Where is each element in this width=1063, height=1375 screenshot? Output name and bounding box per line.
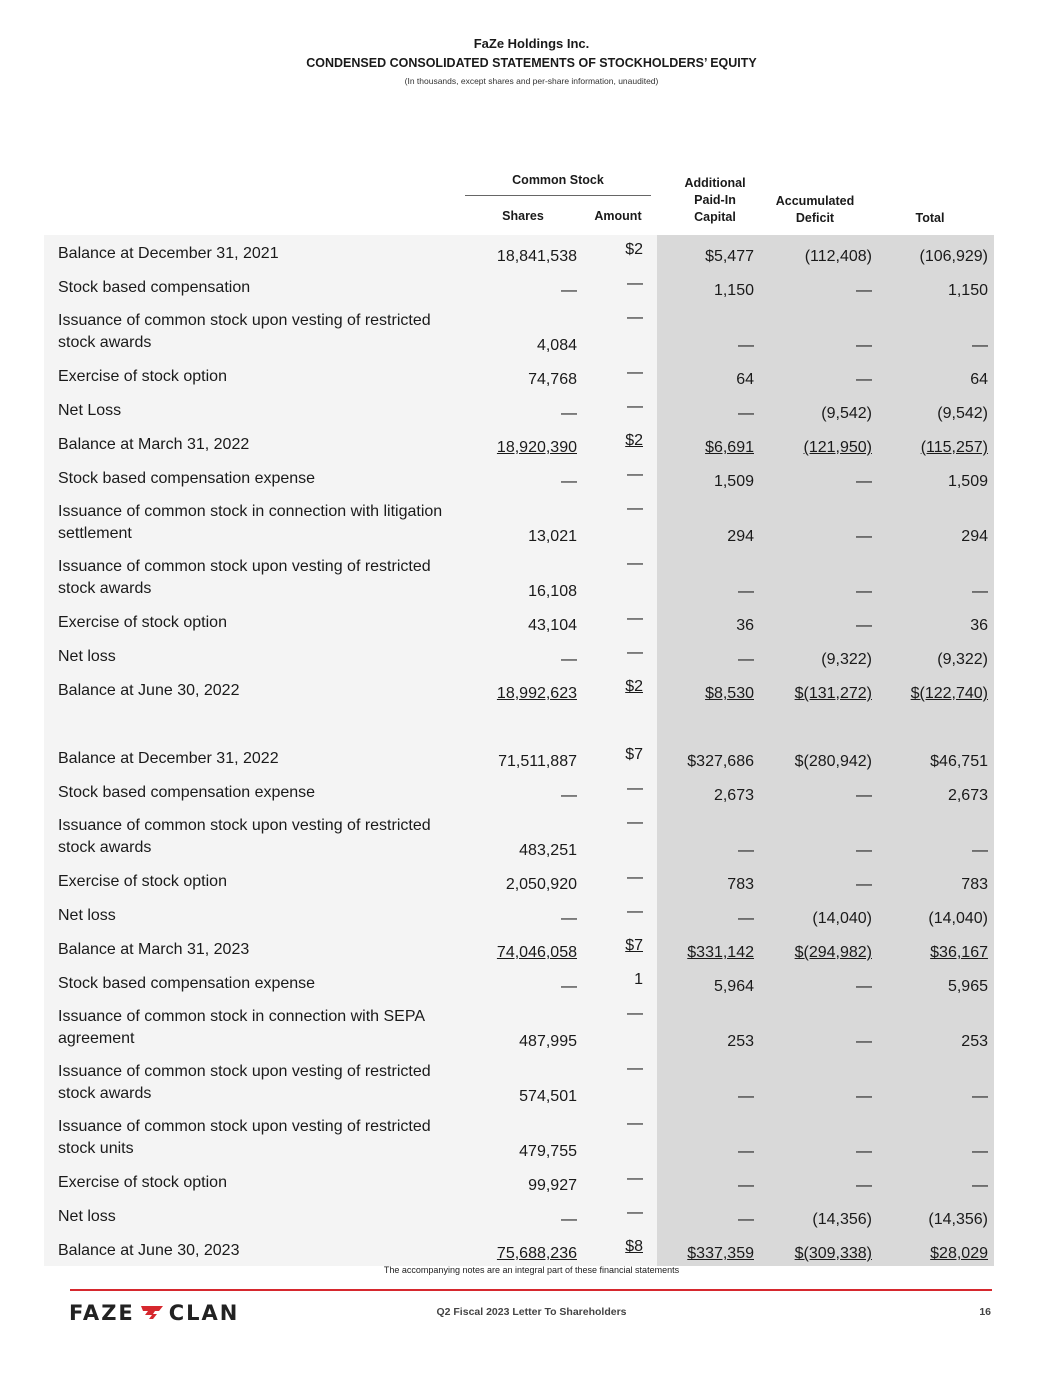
cell-shares: 483,251	[519, 842, 577, 859]
cell-deficit: —	[856, 617, 872, 634]
row-label: Issuance of common stock upon vesting of restricted stock awards	[58, 1063, 431, 1102]
cell-apic: 253	[727, 1033, 754, 1050]
row-label: Issuance of common stock in connection with SEPA agreement	[58, 1008, 425, 1047]
deficit-header	[760, 193, 870, 227]
cell-amount: $8	[625, 1238, 643, 1255]
amount-header: Amount	[594, 209, 642, 223]
cell-shares: —	[561, 282, 577, 299]
cell-deficit: (14,040)	[812, 910, 872, 927]
cell-deficit: (9,542)	[821, 405, 872, 422]
equity-table	[44, 235, 994, 1266]
logo-text-clan: CLAN	[168, 1301, 240, 1325]
cell-shares: 18,841,538	[496, 248, 577, 265]
cell-shares: —	[561, 473, 577, 490]
cell-apic: 36	[736, 617, 754, 634]
table-row	[44, 392, 994, 426]
cell-deficit: $(309,338)	[794, 1245, 872, 1262]
common-stock-header: Common Stock	[512, 173, 604, 187]
row-label: Balance at March 31, 2023	[58, 941, 250, 958]
page-number: 16	[979, 1306, 991, 1318]
row-label: Balance at December 31, 2022	[58, 750, 279, 767]
deficit-header-line1: Accumulated	[775, 194, 855, 208]
cell-amount: —	[627, 466, 643, 483]
cell-apic: $8,530	[705, 685, 754, 702]
table-row	[44, 808, 994, 863]
cell-total: 64	[970, 371, 988, 388]
cell-deficit: —	[856, 1177, 872, 1194]
balance-row	[44, 931, 994, 965]
cell-deficit: (9,322)	[821, 651, 872, 668]
row-label: Issuance of common stock upon vesting of restricted stock awards	[58, 312, 431, 351]
apic-header-line2: Paid-In	[694, 193, 736, 207]
cell-shares: 479,755	[519, 1143, 577, 1160]
row-label: Exercise of stock option	[58, 873, 227, 890]
statement-subtitle: (In thousands, except shares and per-share information, unaudited)	[404, 76, 659, 86]
table-row	[44, 269, 994, 303]
cell-deficit: (14,356)	[812, 1211, 872, 1228]
cell-shares: 99,927	[528, 1177, 577, 1194]
table-row	[44, 740, 994, 774]
cell-apic: —	[738, 405, 754, 422]
cell-total: —	[972, 337, 988, 354]
table-row	[44, 549, 994, 604]
cell-total: (9,322)	[937, 651, 988, 668]
cell-total: $(122,740)	[910, 685, 988, 702]
cell-amount: —	[627, 644, 643, 661]
cell-shares: 71,511,887	[498, 753, 577, 770]
table-row	[44, 235, 994, 269]
cell-deficit: $(294,982)	[794, 944, 872, 961]
cell-shares: —	[561, 978, 577, 995]
apic-header-line3: Capital	[694, 210, 736, 224]
cell-total: —	[972, 583, 988, 600]
cell-total: 36	[970, 617, 988, 634]
cell-amount: —	[627, 1060, 643, 1077]
cell-deficit: —	[856, 876, 872, 893]
row-label: Exercise of stock option	[58, 368, 227, 385]
row-label: Balance at June 30, 2022	[58, 682, 240, 699]
cell-apic: 294	[727, 528, 754, 545]
statement-title: CONDENSED CONSOLIDATED STATEMENTS OF STOCKHOLDERS’ EQUITY	[306, 56, 757, 70]
cell-apic: —	[738, 651, 754, 668]
cell-shares: 13,021	[528, 528, 577, 545]
cell-shares: 75,688,236	[496, 1245, 577, 1262]
row-label: Issuance of common stock upon vesting of restricted stock awards	[58, 817, 431, 856]
cell-apic: 2,673	[713, 787, 754, 804]
row-label: Stock based compensation expense	[58, 784, 316, 801]
cell-apic: —	[738, 583, 754, 600]
cell-amount: —	[627, 398, 643, 415]
cell-apic: —	[738, 1177, 754, 1194]
cell-total: (14,040)	[928, 910, 988, 927]
table-row	[44, 604, 994, 638]
cell-amount: $2	[625, 678, 643, 695]
cell-deficit: —	[856, 528, 872, 545]
cell-amount: —	[627, 555, 643, 572]
cell-deficit: —	[856, 1143, 872, 1160]
cell-deficit: —	[856, 282, 872, 299]
cell-shares: 2,050,920	[505, 876, 577, 893]
cell-amount: —	[627, 500, 643, 517]
shares-header: Shares	[502, 209, 544, 223]
cell-amount: —	[627, 780, 643, 797]
cell-deficit: —	[856, 1088, 872, 1105]
apic-header-line1: Additional	[684, 176, 746, 190]
row-label: Net loss	[58, 648, 116, 665]
row-label: Issuance of common stock upon vesting of restricted stock units	[58, 1118, 431, 1157]
cell-total: 783	[961, 876, 988, 893]
cell-apic: $6,691	[705, 439, 754, 456]
cell-shares: 18,992,623	[496, 685, 577, 702]
cell-total: 294	[961, 528, 988, 545]
cell-apic: 1,509	[713, 473, 754, 490]
cell-shares: 574,501	[519, 1088, 577, 1105]
cell-total: —	[972, 1143, 988, 1160]
cell-apic: 1,150	[713, 282, 754, 299]
cell-deficit: —	[856, 842, 872, 859]
row-label: Exercise of stock option	[58, 1174, 227, 1191]
cell-shares: —	[561, 787, 577, 804]
row-label: Net Loss	[58, 402, 122, 419]
footnote: The accompanying notes are an integral part of these financial statements	[383, 1265, 680, 1275]
company-name: FaZe Holdings Inc.	[473, 36, 590, 51]
cell-amount: —	[627, 1005, 643, 1022]
row-label: Exercise of stock option	[58, 614, 227, 631]
footer-divider	[70, 1289, 992, 1291]
cell-apic: $327,686	[687, 753, 754, 770]
cell-total: 1,150	[947, 282, 988, 299]
cell-deficit: —	[856, 337, 872, 354]
cell-amount: —	[627, 610, 643, 627]
cell-amount: —	[627, 364, 643, 381]
cell-apic: —	[738, 1211, 754, 1228]
table-row	[44, 460, 994, 494]
cell-shares: 16,108	[528, 583, 577, 600]
row-label: Net loss	[58, 907, 116, 924]
table-row	[44, 774, 994, 808]
table-row	[44, 358, 994, 392]
row-label: Balance at March 31, 2022	[58, 436, 250, 453]
cell-deficit: —	[856, 978, 872, 995]
cell-deficit: —	[856, 1033, 872, 1050]
cell-amount: $7	[625, 937, 643, 954]
table-row	[44, 965, 994, 999]
cell-amount: —	[627, 1115, 643, 1132]
cell-apic: —	[738, 1143, 754, 1160]
cell-amount: —	[627, 1170, 643, 1187]
cell-deficit: —	[856, 583, 872, 600]
row-label: Balance at December 31, 2021	[58, 245, 279, 262]
cell-amount: —	[627, 869, 643, 886]
cell-deficit: —	[856, 473, 872, 490]
cell-apic: $337,359	[687, 1245, 754, 1262]
cell-amount: —	[627, 1204, 643, 1221]
cell-total: 5,965	[947, 978, 988, 995]
cell-apic: —	[738, 842, 754, 859]
row-label: Balance at June 30, 2023	[58, 1242, 240, 1259]
cell-amount: $2	[625, 241, 643, 258]
footer-doc-title: Q2 Fiscal 2023 Letter To Shareholders	[436, 1306, 627, 1318]
common-stock-divider	[465, 195, 651, 196]
table-row	[44, 638, 994, 672]
cell-total: $36,167	[930, 944, 988, 961]
table-row	[44, 999, 994, 1054]
cell-deficit: —	[856, 371, 872, 388]
cell-total: 253	[961, 1033, 988, 1050]
cell-shares: 4,084	[536, 337, 577, 354]
cell-amount: —	[627, 275, 643, 292]
cell-apic: 5,964	[713, 978, 754, 995]
cell-amount: $7	[625, 746, 643, 763]
cell-shares: —	[561, 405, 577, 422]
cell-shares: 43,104	[528, 617, 577, 634]
row-label: Stock based compensation expense	[58, 470, 316, 487]
logo-text-faze: FAZE	[69, 1301, 135, 1325]
cell-total: 2,673	[947, 787, 988, 804]
cell-total: (115,257)	[920, 439, 988, 456]
section-spacer	[44, 706, 994, 740]
cell-apic: $5,477	[705, 248, 754, 265]
table-row	[44, 1198, 994, 1232]
cell-deficit: $(280,942)	[794, 753, 872, 770]
apic-header	[657, 175, 773, 226]
cell-amount: —	[627, 903, 643, 920]
cell-shares: 18,920,390	[496, 439, 577, 456]
cell-deficit: —	[856, 787, 872, 804]
cell-apic: 64	[736, 371, 754, 388]
table-row	[44, 863, 994, 897]
cell-total: —	[972, 1177, 988, 1194]
cell-total: (9,542)	[937, 405, 988, 422]
cell-shares: 487,995	[519, 1033, 577, 1050]
cell-shares: 74,768	[528, 371, 577, 388]
balance-row	[44, 1232, 994, 1266]
cell-deficit: (112,408)	[804, 248, 872, 265]
cell-apic: —	[738, 1088, 754, 1105]
row-label: Issuance of common stock in connection with litigation settlement	[58, 503, 443, 542]
table-row	[44, 1164, 994, 1198]
cell-amount: $2	[625, 432, 643, 449]
row-label: Stock based compensation expense	[58, 975, 316, 992]
cell-apic: 783	[727, 876, 754, 893]
cell-total: —	[972, 842, 988, 859]
table-row	[44, 494, 994, 549]
cell-amount: —	[627, 309, 643, 326]
row-label: Stock based compensation	[58, 279, 251, 296]
cell-apic: —	[738, 337, 754, 354]
deficit-header-line2: Deficit	[795, 211, 835, 225]
cell-apic: —	[738, 910, 754, 927]
cell-deficit: (121,950)	[803, 439, 872, 456]
cell-total: 1,509	[947, 473, 988, 490]
balance-row	[44, 672, 994, 706]
cell-shares: —	[561, 651, 577, 668]
cell-shares: —	[561, 910, 577, 927]
cell-deficit: $(131,272)	[794, 685, 872, 702]
cell-amount: —	[627, 814, 643, 831]
cell-total: $46,751	[930, 753, 988, 770]
cell-total: (14,356)	[928, 1211, 988, 1228]
cell-total: $28,029	[930, 1245, 988, 1262]
cell-total: (106,929)	[919, 248, 988, 265]
row-label: Net loss	[58, 1208, 116, 1225]
table-row	[44, 1109, 994, 1164]
cell-apic: $331,142	[687, 944, 754, 961]
cell-shares: 74,046,058	[496, 944, 577, 961]
table-row	[44, 897, 994, 931]
table-row	[44, 1054, 994, 1109]
balance-row	[44, 426, 994, 460]
cell-total: —	[972, 1088, 988, 1105]
row-label: Issuance of common stock upon vesting of restricted stock awards	[58, 558, 431, 597]
cell-amount: 1	[634, 971, 643, 988]
cell-shares: —	[561, 1211, 577, 1228]
total-header: Total	[915, 211, 945, 225]
table-row	[44, 303, 994, 358]
